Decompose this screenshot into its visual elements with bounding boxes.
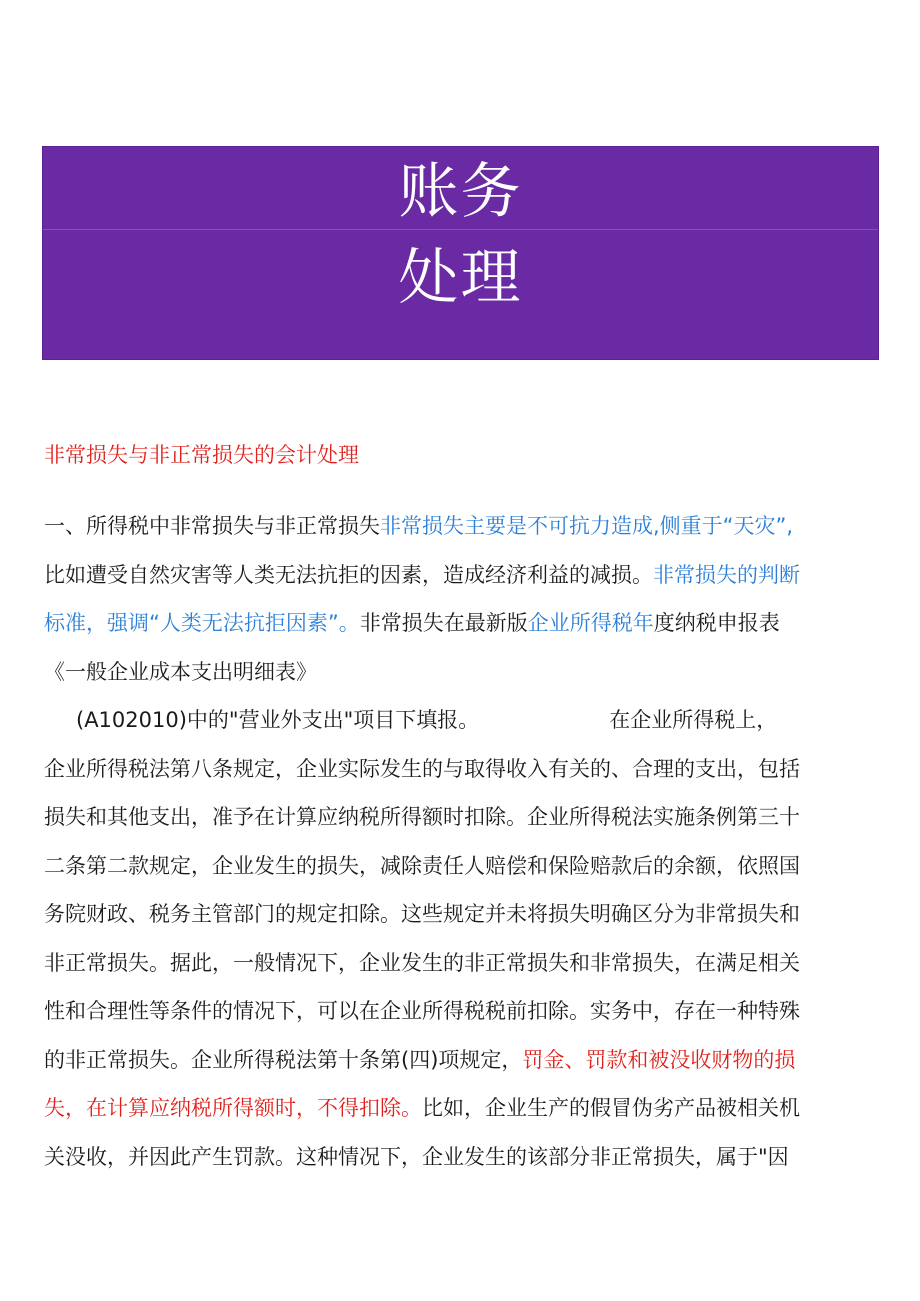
- body-paragraph: [44, 502, 884, 1181]
- highlight-blue: 非常损失的判断: [653, 562, 800, 587]
- text-span: 比如，企业生产的假冒伪劣产品被相关机: [422, 1096, 800, 1120]
- section-title: 非常损失与非正常损失的会计处理: [44, 443, 359, 467]
- text-line: [44, 551, 884, 600]
- text-line: [44, 939, 884, 988]
- text-line: [44, 842, 884, 891]
- text-span: 的非正常损失。企业所得税法第十条第(四)项规定，: [44, 1047, 523, 1072]
- highlight-red: 失，在计算应纳税所得额时，不得扣除。: [44, 1096, 422, 1120]
- text-line: [44, 745, 884, 794]
- text-span: 务院财政、税务主管部门的规定扣除。这些规定并未将损失明确区分为非常损失和: [44, 902, 800, 926]
- highlight-red: 罚金、罚款和被没收财物的损: [522, 1047, 796, 1072]
- text-span: 关没收，并因此产生罚款。这种情况下，企业发生的该部分非正常损失，属于"因: [44, 1144, 789, 1169]
- text-span: 损失和其他支出，准予在计算应纳税所得额时扣除。企业所得税法实施条例第三十: [44, 805, 800, 829]
- text-line: [44, 793, 884, 842]
- highlight-blue: 非常损失主要是不可抗力造成,侧重于“天灾”,: [380, 514, 794, 538]
- text-line: [44, 502, 884, 551]
- link-corporate-income-tax[interactable]: 企业所得税年: [527, 611, 654, 635]
- banner-divider: [43, 229, 878, 230]
- highlight-blue: 标准，强调“人类无法抗拒因素”。: [44, 611, 360, 635]
- text-span: 一、所得税中非常损失与非正常损失: [44, 514, 380, 538]
- text-span: 比如遭受自然灾害等人类无法抗拒的因素，造成经济利益的减损。: [44, 562, 653, 587]
- text-span: 非常损失在最新版: [359, 611, 528, 635]
- text-span: 在企业所得税上，: [609, 708, 778, 732]
- text-span: (A102010)中的"营业外支出"项目下填报。: [76, 708, 480, 732]
- text-line: [44, 1133, 884, 1182]
- banner-title-line-2: 处理: [398, 243, 523, 313]
- text-span: 非正常损失。据此，一般情况下，企业发生的非正常损失和非常损失，在满足相关: [44, 950, 800, 975]
- text-line: [44, 648, 884, 697]
- text-line: [44, 1036, 884, 1085]
- text-line: [44, 599, 884, 648]
- title-banner: [42, 146, 879, 360]
- banner-title-line-1: 账务: [398, 157, 523, 227]
- text-line: [44, 1084, 884, 1133]
- text-line: [44, 696, 884, 745]
- text-span: 性和合理性等条件的情况下，可以在企业所得税税前扣除。实务中，存在一种特殊: [44, 999, 800, 1023]
- text-span: 企业所得税法第八条规定，企业实际发生的与取得收入有关的、合理的支出，包括: [44, 756, 800, 781]
- text-span: 度纳税申报表: [653, 611, 780, 635]
- text-line: [44, 890, 884, 939]
- text-span: 二条第二款规定，企业发生的损失，减除责任人赔偿和保险赔款后的余额，依照国: [44, 853, 800, 878]
- text-line: [44, 987, 884, 1036]
- text-span: 《一般企业成本支出明细表》: [44, 659, 317, 684]
